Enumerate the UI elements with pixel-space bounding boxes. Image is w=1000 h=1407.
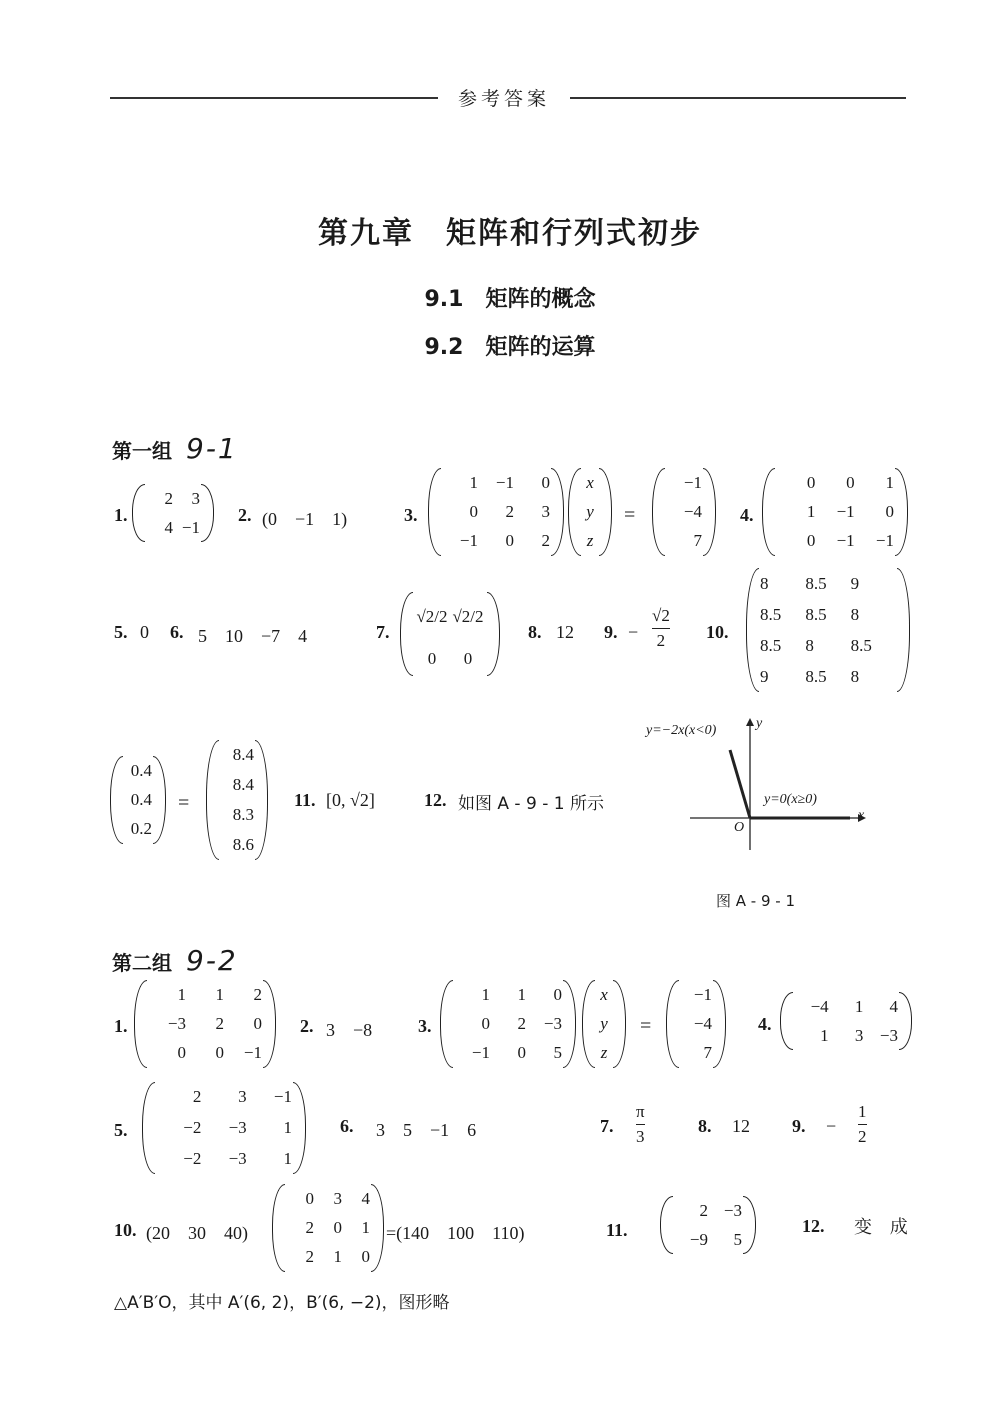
matrix-cell: 1 xyxy=(806,501,816,521)
graph-label-left: y=−2x(x<0) xyxy=(646,723,717,738)
vector-cell: 0.4 xyxy=(130,789,152,809)
right-paren xyxy=(599,468,612,556)
fraction-bar xyxy=(858,1124,867,1125)
answer-number: 12. xyxy=(802,1216,825,1236)
vector-cell: −4 xyxy=(693,1013,712,1033)
vector-cell: 8.6 xyxy=(232,835,254,854)
matrix-cell: 1 xyxy=(215,984,224,1004)
answer-number: 3. xyxy=(404,505,418,525)
matrix-cell: 2 xyxy=(305,1217,314,1237)
graph-label-right: y=0(x≥0) xyxy=(764,792,817,807)
matrix-g1-a7 xyxy=(400,592,500,676)
matrix-cell: 8 xyxy=(805,635,814,655)
matrix-cell: 0 xyxy=(505,531,514,551)
fraction-denominator: 2 xyxy=(858,1127,867,1147)
matrix-cell: 1 xyxy=(885,472,894,492)
right-paren xyxy=(563,980,576,1068)
matrix-cell: 0 xyxy=(846,472,855,492)
left-paren xyxy=(134,980,147,1068)
answer-number: 6. xyxy=(170,622,184,642)
answer-text: 0 xyxy=(140,622,149,642)
left-paren xyxy=(746,568,759,692)
answer-text: (20 30 40) xyxy=(146,1223,248,1243)
matrix-g1-a10 xyxy=(746,568,910,692)
right-paren xyxy=(703,468,716,556)
right-paren xyxy=(371,1184,384,1272)
right-paren xyxy=(895,468,908,556)
vector-cell: 7 xyxy=(703,1043,712,1063)
left-paren xyxy=(440,980,453,1068)
axis-label-y: y xyxy=(756,716,763,731)
right-paren xyxy=(743,1196,756,1254)
matrix-cell: 0 xyxy=(553,984,562,1004)
matrix-cell: 1 xyxy=(517,984,526,1004)
answer-number: 7. xyxy=(600,1116,614,1136)
answer-number: 6. xyxy=(340,1116,354,1136)
vector-g2-a3-xyz xyxy=(582,980,626,1068)
fraction-g2-a7 xyxy=(636,1102,645,1147)
matrix-cell: −1 xyxy=(836,501,855,521)
matrix-cell: −3 xyxy=(879,1025,898,1045)
vector-g2-a3-result xyxy=(666,980,726,1068)
matrix-cell: −1 xyxy=(181,517,200,537)
matrix-cell: 8.5 xyxy=(760,604,782,624)
left-paren xyxy=(400,592,413,676)
matrix-g2-a1 xyxy=(134,980,276,1068)
header-title: 参考答案 xyxy=(457,88,550,110)
matrix-cell: 1 xyxy=(283,1117,292,1137)
matrix-cell: 8.5 xyxy=(805,666,827,686)
fraction-numerator: √2 xyxy=(652,606,670,625)
right-paren xyxy=(201,484,214,542)
answer-text: 12 xyxy=(556,622,574,642)
matrix-cell: −2 xyxy=(183,1148,202,1168)
right-paren xyxy=(153,756,166,844)
matrix-cell: 9 xyxy=(850,573,860,593)
matrix-cell: −9 xyxy=(689,1229,708,1249)
group-1-heading xyxy=(112,432,238,465)
answer-number: 11. xyxy=(294,790,316,810)
vector-cell: z xyxy=(586,531,594,551)
answer-number: 2. xyxy=(300,1016,314,1036)
matrix-cell: 5 xyxy=(733,1229,742,1249)
matrix-cell: 8 xyxy=(850,666,860,686)
fraction-g1-a9 xyxy=(652,606,670,651)
answer-number: 12. xyxy=(424,790,447,810)
minus-sign: − xyxy=(628,622,639,642)
right-paren xyxy=(487,592,500,676)
matrix-cell: 0 xyxy=(253,1013,262,1033)
matrix-cell: 1 xyxy=(177,984,186,1004)
right-paren xyxy=(263,980,276,1068)
answer-number: 10. xyxy=(114,1220,137,1240)
matrix-cell: 0 xyxy=(177,1043,186,1063)
answer-number: 4. xyxy=(758,1014,772,1034)
right-paren xyxy=(255,740,268,860)
vector-g1-a3-result xyxy=(652,468,716,556)
matrix-cell: 4 xyxy=(889,996,898,1016)
answer-number: 8. xyxy=(528,622,542,642)
vector-cell: −1 xyxy=(683,472,702,492)
y-axis-arrow xyxy=(746,718,754,726)
left-paren xyxy=(582,980,595,1068)
right-paren xyxy=(551,468,564,556)
matrix-cell: 8.5 xyxy=(760,635,782,655)
matrix-cell: 2 xyxy=(505,501,514,521)
matrix-cell: 2 xyxy=(164,488,173,508)
fraction-bar xyxy=(636,1124,645,1125)
matrix-cell: 0 xyxy=(305,1188,314,1208)
matrix-cell: 0 xyxy=(806,472,816,492)
vector-cell: y xyxy=(600,1013,608,1033)
matrix-g2-a3 xyxy=(440,980,576,1068)
answer-text: =(140 100 110) xyxy=(386,1223,525,1243)
matrix-cell: −1 xyxy=(836,531,855,551)
matrix-cell: 0 xyxy=(215,1043,224,1063)
matrix-cell: 1 xyxy=(820,1025,829,1045)
matrix-cell: 4 xyxy=(361,1188,370,1208)
left-paren xyxy=(652,468,665,556)
vector-cell: x xyxy=(586,472,594,492)
left-paren xyxy=(206,740,219,860)
answer-number: 1. xyxy=(114,505,128,525)
matrix-cell: 0 xyxy=(333,1217,342,1237)
group-2-heading xyxy=(112,944,238,977)
matrix-cell: 1 xyxy=(333,1247,342,1267)
matrix-cell: 8 xyxy=(850,604,860,624)
matrix-cell: 3 xyxy=(333,1188,342,1208)
vector-cell: 8.4 xyxy=(232,775,254,794)
matrix-cell: 3 xyxy=(238,1087,247,1107)
matrix-cell: √2/2 xyxy=(416,606,448,626)
matrix-cell: 0 xyxy=(517,1043,526,1063)
answer-text: 变 成 xyxy=(854,1217,914,1238)
fraction-denominator: 3 xyxy=(636,1127,645,1147)
matrix-g1-a1 xyxy=(132,484,214,542)
answer-text: 5 10 −7 4 xyxy=(198,626,308,646)
equals-sign: = xyxy=(178,792,190,814)
vector-cell: 8.4 xyxy=(232,745,254,764)
right-paren xyxy=(713,980,726,1068)
matrix-cell: −2 xyxy=(183,1117,202,1137)
left-paren xyxy=(110,756,123,844)
answer-continuation: △A′B′O，其中 A′(6, 2)，B′(6, −2)，图形略 xyxy=(114,1293,450,1313)
answer-text: 12 xyxy=(732,1116,750,1136)
matrix-cell: 1 xyxy=(854,996,864,1016)
matrix-g2-a5 xyxy=(142,1082,306,1174)
matrix-cell: 2 xyxy=(215,1013,224,1033)
vector-g1-a3-xyz xyxy=(568,468,612,556)
answer-number: 11. xyxy=(606,1220,628,1240)
chapter-title: 第九章 矩阵和行列式初步 xyxy=(318,216,702,251)
matrix-cell: −3 xyxy=(723,1200,742,1220)
matrix-g2-a4 xyxy=(780,992,912,1050)
matrix-g2-a11 xyxy=(660,1196,756,1254)
matrix-cell: −4 xyxy=(810,996,829,1016)
matrix-cell: 2 xyxy=(541,531,550,551)
right-paren xyxy=(897,568,910,692)
fraction-denominator: 2 xyxy=(656,631,666,651)
origin-label: O xyxy=(734,820,745,835)
matrix-cell: 0 xyxy=(885,501,894,521)
vector-g1-a10-weights xyxy=(110,756,166,844)
left-paren xyxy=(132,484,145,542)
matrix-cell: 2 xyxy=(305,1247,314,1267)
matrix-cell: 0 xyxy=(481,1013,490,1033)
fraction-bar xyxy=(652,628,670,629)
answer-number: 5. xyxy=(114,1120,128,1140)
vector-cell: 0.4 xyxy=(130,760,152,780)
matrix-cell: 1 xyxy=(469,472,478,492)
answer-text: 如图 A - 9 - 1 所示 xyxy=(458,794,604,814)
matrix-cell: −3 xyxy=(228,1117,247,1137)
answer-text: 3 5 −1 6 xyxy=(376,1120,477,1140)
answer-text: 3 −8 xyxy=(326,1020,373,1040)
answer-text: [0, √2] xyxy=(326,790,375,810)
vector-cell: x xyxy=(600,984,608,1004)
answer-number: 9. xyxy=(792,1116,806,1136)
matrix-g2-a10 xyxy=(272,1184,384,1272)
vector-cell: y xyxy=(586,501,594,521)
answer-number: 1. xyxy=(114,1016,128,1036)
fraction-numerator: π xyxy=(636,1102,645,1121)
matrix-cell: 0 xyxy=(541,472,550,492)
answer-number: 3. xyxy=(418,1016,432,1036)
section-title-1: 9.1 矩阵的概念 xyxy=(424,287,596,312)
answer-number: 2. xyxy=(238,505,252,525)
answer-number: 5. xyxy=(114,622,128,642)
matrix-cell: 0 xyxy=(463,648,473,668)
matrix-g1-a3 xyxy=(428,468,564,556)
matrix-cell: −1 xyxy=(471,1043,490,1063)
vector-cell: 8.3 xyxy=(232,805,254,824)
matrix-cell: 4 xyxy=(164,517,173,537)
matrix-cell: −1 xyxy=(495,472,514,492)
right-paren xyxy=(613,980,626,1068)
matrix-cell: 3 xyxy=(854,1025,864,1045)
left-paren xyxy=(762,468,775,556)
matrix-cell: 0 xyxy=(806,531,816,551)
matrix-cell: −3 xyxy=(228,1148,247,1168)
group-2-tag: 9-2 xyxy=(186,944,238,977)
answer-number: 10. xyxy=(706,622,729,642)
matrix-cell: −1 xyxy=(273,1087,292,1107)
matrix-cell: 2 xyxy=(517,1013,526,1033)
matrix-cell: 1 xyxy=(361,1217,370,1237)
matrix-cell: 0 xyxy=(427,648,437,668)
matrix-cell: 8.5 xyxy=(850,635,872,655)
figure-caption: 图 A - 9 - 1 xyxy=(716,892,796,910)
matrix-cell: 0 xyxy=(469,501,478,521)
right-paren xyxy=(293,1082,306,1174)
matrix-cell: 2 xyxy=(253,984,262,1004)
minus-sign: − xyxy=(826,1116,837,1136)
fraction-numerator: 1 xyxy=(858,1102,867,1121)
left-paren xyxy=(272,1184,285,1272)
matrix-cell: 1 xyxy=(481,984,490,1004)
matrix-cell: 1 xyxy=(283,1148,292,1168)
left-paren xyxy=(666,980,679,1068)
matrix-cell: 0 xyxy=(361,1247,370,1267)
matrix-cell: −1 xyxy=(459,531,478,551)
left-paren xyxy=(428,468,441,556)
header-rule-left xyxy=(110,97,438,99)
left-paren xyxy=(568,468,581,556)
left-paren xyxy=(142,1082,155,1174)
left-paren xyxy=(660,1196,673,1254)
answer-number: 9. xyxy=(604,622,618,642)
group-2-label: 第二组 xyxy=(112,951,172,975)
left-paren xyxy=(780,992,793,1050)
matrix-cell: 9 xyxy=(760,666,769,686)
section-title-2: 9.2 矩阵的运算 xyxy=(424,335,596,360)
answer-text: (0 −1 1) xyxy=(262,509,348,529)
matrix-cell: 3 xyxy=(541,501,550,521)
right-paren xyxy=(899,992,912,1050)
vector-cell: 0.2 xyxy=(130,819,152,839)
answer-number: 4. xyxy=(740,505,754,525)
vector-g1-a10-result xyxy=(206,740,268,860)
matrix-cell: −3 xyxy=(167,1013,186,1033)
matrix-cell: 8.5 xyxy=(805,604,827,624)
answer-number: 8. xyxy=(698,1116,712,1136)
vector-cell: 7 xyxy=(693,531,702,551)
matrix-cell: 5 xyxy=(553,1043,562,1063)
answer-number: 7. xyxy=(376,622,390,642)
graph-line-negative xyxy=(730,750,750,818)
matrix-cell: −3 xyxy=(543,1013,562,1033)
equals-sign: = xyxy=(624,504,636,526)
matrix-cell: 3 xyxy=(191,488,200,508)
header-rule-right xyxy=(570,97,906,99)
matrix-cell: 8 xyxy=(760,573,769,593)
group-1-label: 第一组 xyxy=(112,439,172,463)
vector-cell: −1 xyxy=(693,984,712,1004)
equals-sign: = xyxy=(640,1015,652,1037)
matrix-cell: 2 xyxy=(192,1087,202,1107)
matrix-g1-a4 xyxy=(762,468,908,556)
matrix-cell: √2/2 xyxy=(452,606,484,626)
matrix-cell: 2 xyxy=(699,1200,708,1220)
matrix-cell: −1 xyxy=(243,1043,262,1063)
vector-cell: −4 xyxy=(683,501,702,521)
matrix-cell: −1 xyxy=(875,531,894,551)
matrix-cell: 8.5 xyxy=(805,573,827,593)
axis-label-x: x xyxy=(858,808,865,823)
group-1-tag: 9-1 xyxy=(186,432,238,465)
fraction-g2-a9 xyxy=(858,1102,867,1147)
vector-cell: z xyxy=(600,1043,608,1063)
